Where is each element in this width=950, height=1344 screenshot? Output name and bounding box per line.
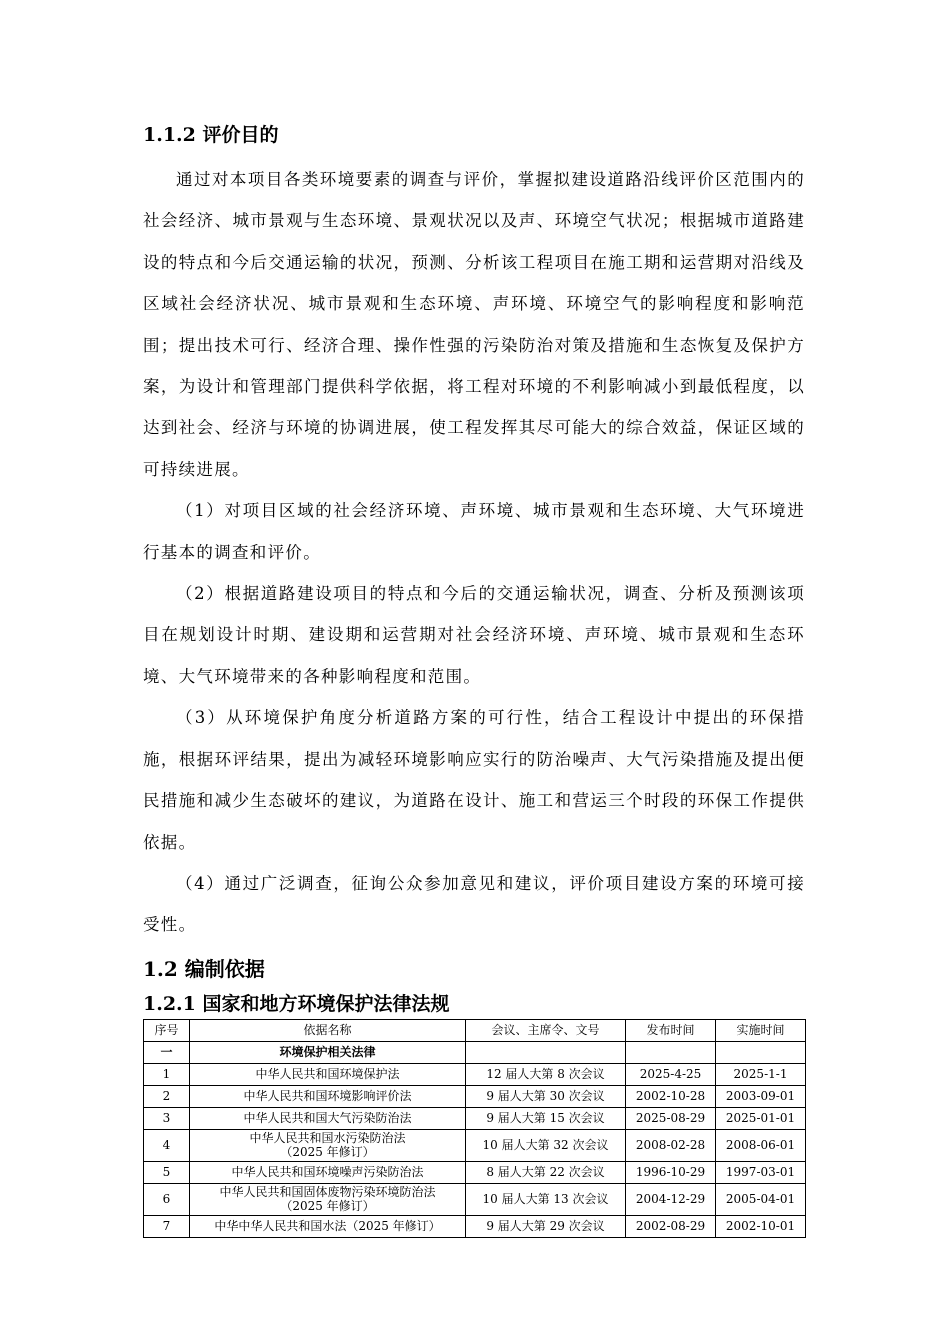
paragraph-item-2: （2）根据道路建设项目的特点和今后的交通运输状况，调查、分析及预测该项目在规划设计时期、建设期和运营期对社会经济环境、声环境、城市景观和生态环境、大气环境带来的各种影响程度和范围。 (143, 584, 805, 686)
paragraph-item-1: （1）对项目区域的社会经济环境、声环境、城市景观和生态环境、大气环境进行基本的调查和评价。 (143, 501, 805, 562)
header-published: 发布时间 (626, 1019, 716, 1041)
paragraph-item-3: （3）从环境保护角度分析道路方案的可行性，结合工程设计中提出的环保措施，根据环评结果，提出为减轻环境影响应实行的防治噪声、大气污染措施及提出便民措施和减少生态破坏的建议，为道路在设计、施工和营运三个时段的环保工作提供依据。 (143, 708, 805, 852)
table-header-row (144, 1019, 806, 1041)
section-heading-1-2: 1.2 编制依据 (143, 956, 265, 981)
group-no: 一 (144, 1041, 190, 1063)
section-heading-1-1-2: 1.1.2 评价目的 (143, 124, 279, 146)
table-group-row (144, 1041, 806, 1063)
header-effective: 实施时间 (716, 1019, 806, 1041)
document-page (143, 122, 805, 1238)
group-name: 环境保护相关法律 (190, 1041, 466, 1063)
header-no: 序号 (144, 1019, 190, 1041)
section-heading-1-2-1: 1.2.1 国家和地方环境保护法律法规 (143, 992, 450, 1015)
header-doc: 会议、主席令、文号 (466, 1019, 626, 1041)
table-row: 2 中华人民共和国环境影响评价法 9 届人大第 30 次会议 2002-10-28 2003-09-01 (144, 1085, 806, 1107)
table-row: 7 中华中华人民共和国水法（2025 年修订） 9 届人大第 29 次会议 2002-08-29 2002-10-01 (144, 1215, 806, 1237)
paragraph-item-4: （4）通过广泛调查，征询公众参加意见和建议，评价项目建设方案的环境可接受性。 (143, 873, 805, 935)
table-row: 4 中华人民共和国水污染防治法 （2025 年修订） 10 届人大第 32 次会议 2008-02-28 2008-06-01 (144, 1129, 806, 1161)
table-row: 6 中华人民共和国固体废物污染环境防治法 （2025 年修订） 10 届人大第 13 次会议 2004-12-29 2005-04-01 (144, 1183, 806, 1215)
table-row: 3 中华人民共和国大气污染防治法 9 届人大第 15 次会议 2025-08-29 2025-01-01 (144, 1107, 806, 1129)
laws-table (143, 1019, 806, 1238)
header-name: 依据名称 (190, 1019, 466, 1041)
table-row: 5 中华人民共和国环境噪声污染防治法 8 届人大第 22 次会议 1996-10-29 1997-03-01 (144, 1161, 806, 1183)
paragraph-purpose: 通过对本项目各类环境要素的调查与评价，掌握拟建设道路沿线评价区范围内的社会经济、城市景观与生态环境、景观状况以及声、环境空气状况；根据城市道路建设的特点和今后交通运输的状况，预测、分析该工程项目在施工期和运营期对沿线及区域社会经济状况、城市景观和生态环境、声环境、环境空气的影响程度和影响范围；提出技术可行、经济合理、操作性强的污染防治对策及措施和生态恢复及保护方案，为设计和管理部门提供科学依据，将工程对环境的不利影响减小到最低程度，以达到社会、经济与环境的协调进展，使工程发挥其尽可能大的综合效益，保证区域的可持续进展。 (143, 170, 805, 479)
table-row: 1 中华人民共和国环境保护法 12 届人大第 8 次会议 2025-4-25 2025-1-1 (144, 1063, 806, 1085)
